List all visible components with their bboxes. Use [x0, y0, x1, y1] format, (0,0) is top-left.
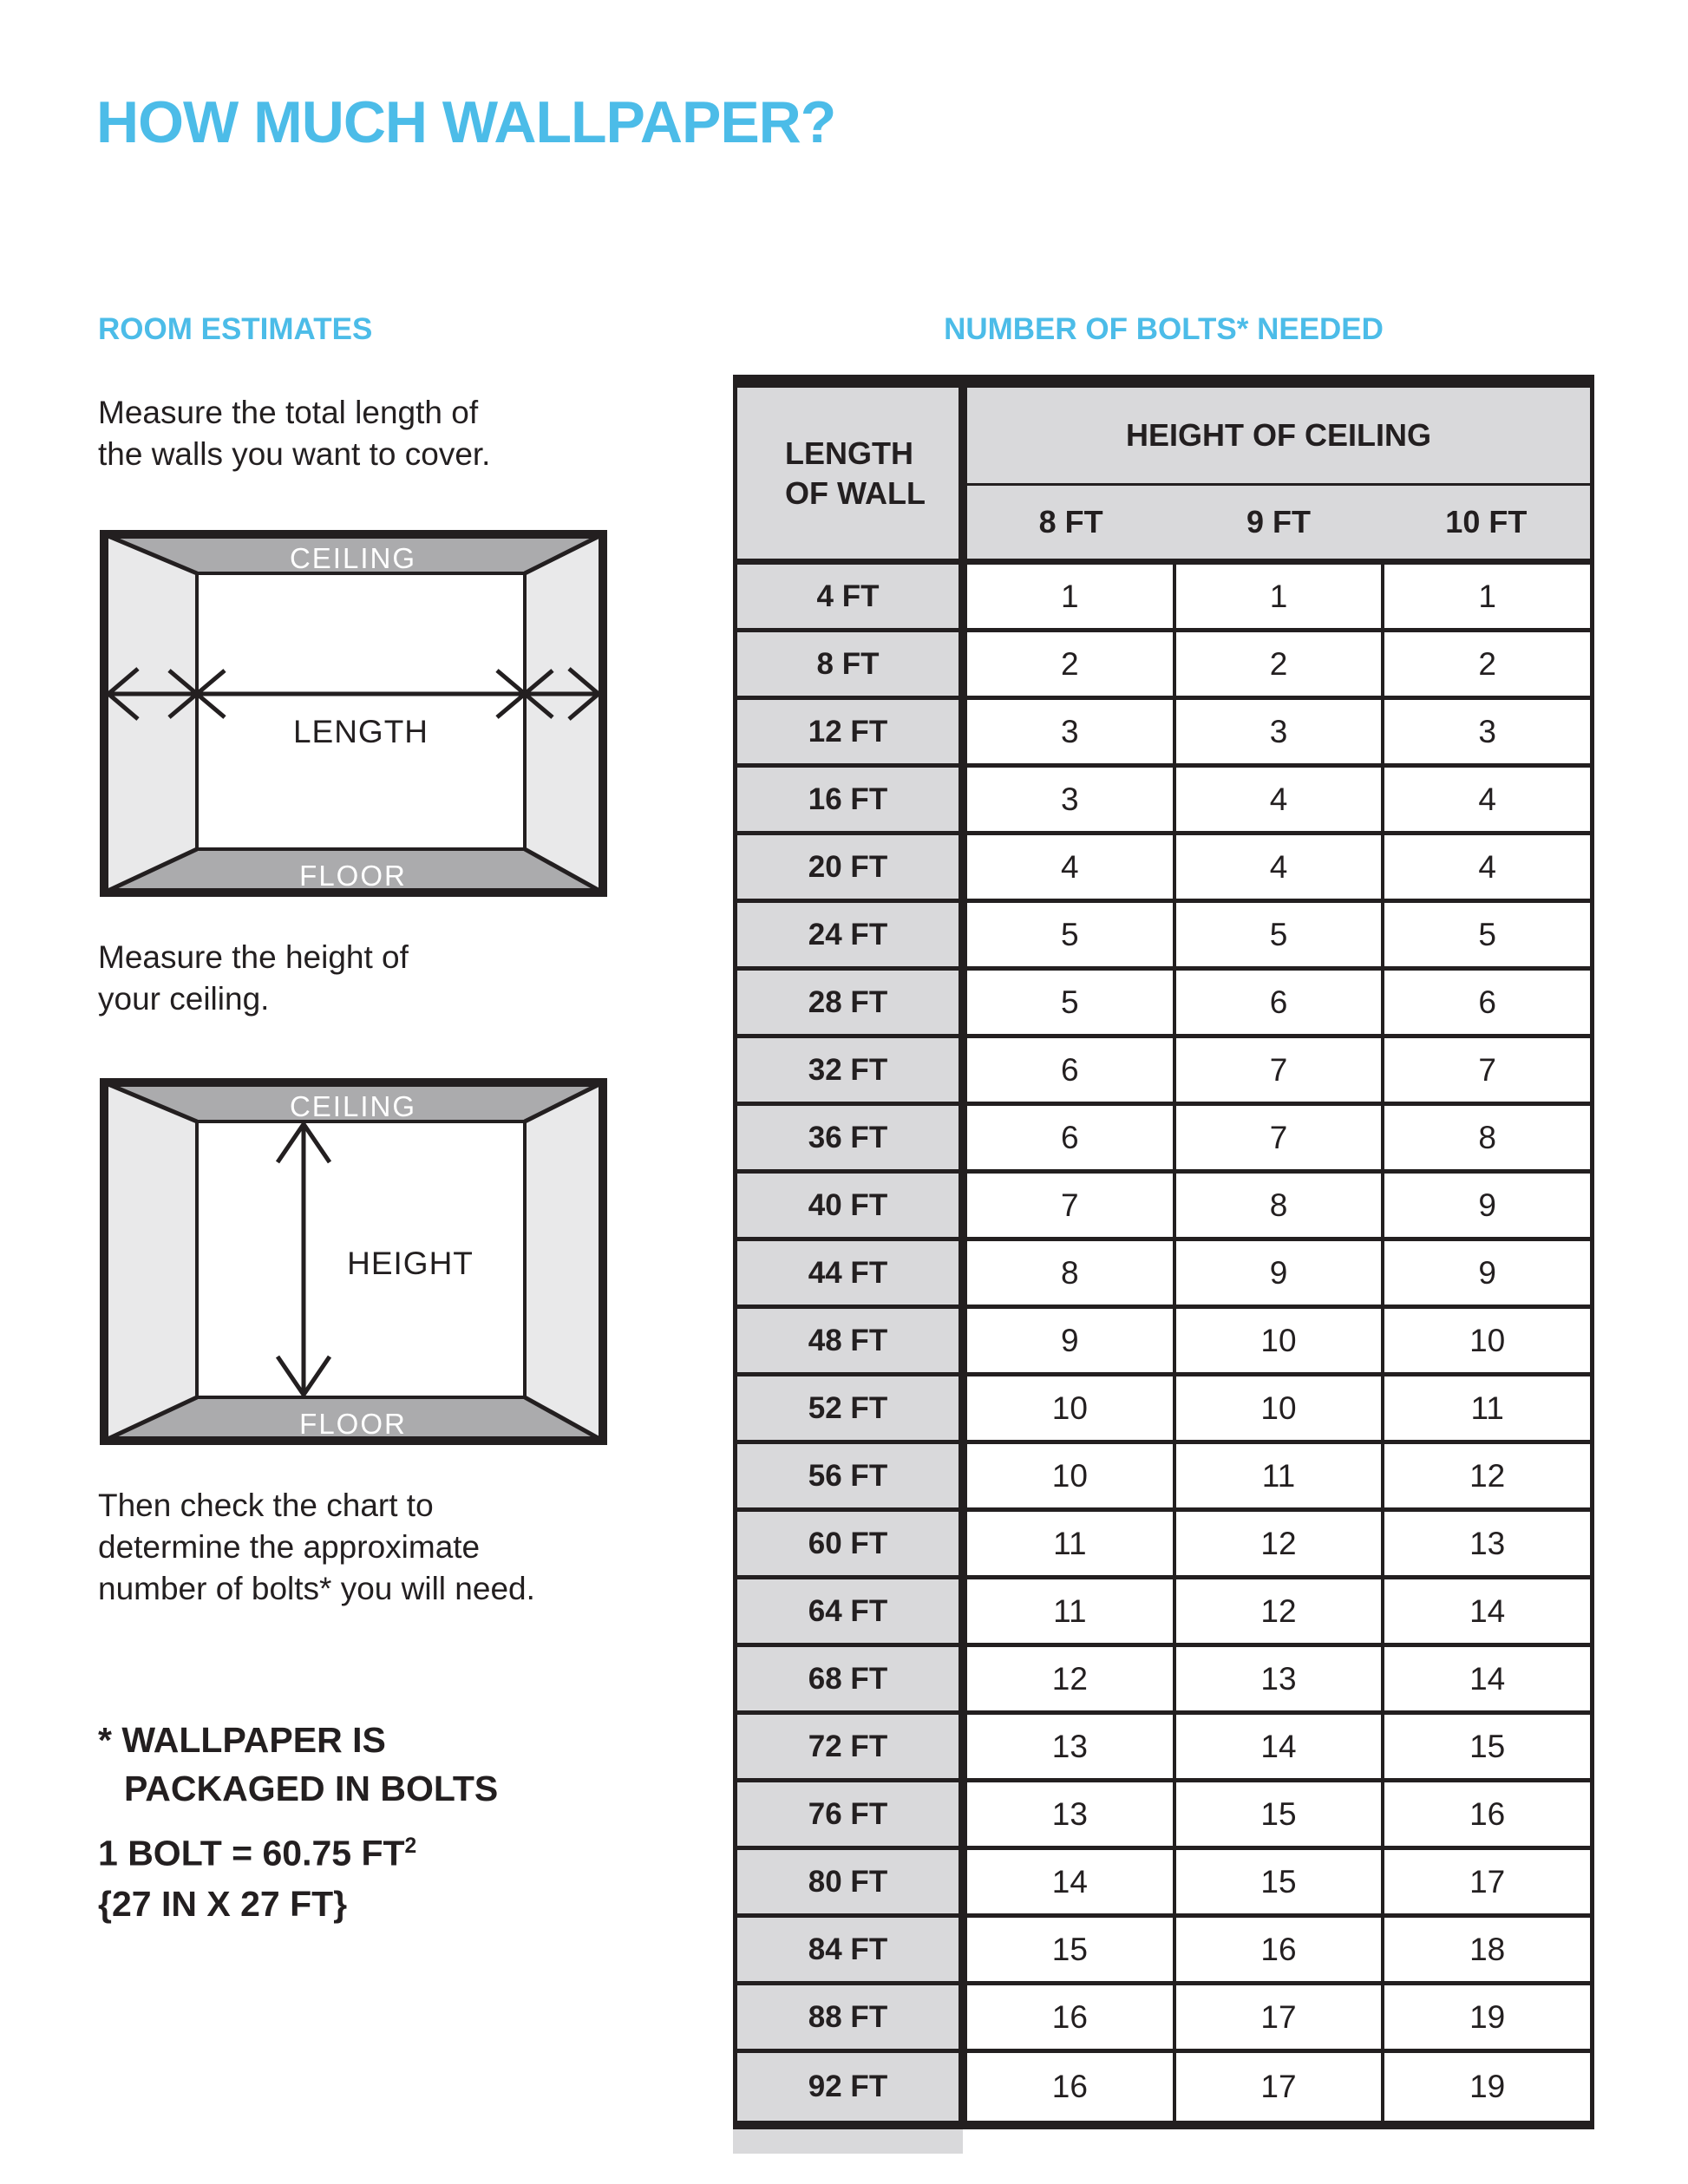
- table-row: [737, 1038, 1590, 1106]
- column-separator: [958, 1579, 967, 1643]
- wall-length-label: 24 FT: [737, 903, 958, 966]
- room-length-diagram: [100, 530, 607, 897]
- measure-height-paragraph: [98, 937, 409, 1020]
- bolt-count-cell: 4: [1269, 781, 1288, 817]
- table-row: [737, 1444, 1590, 1512]
- table-row: [737, 1985, 1590, 2053]
- floor-label: FLOOR: [299, 860, 407, 892]
- column-header-9ft: 9 FT: [1246, 504, 1311, 539]
- bolts-table: [733, 375, 1594, 2129]
- bolt-count-cell: 9: [1061, 1322, 1079, 1358]
- height-label: HEIGHT: [347, 1246, 474, 1281]
- column-separator: [958, 1106, 967, 1169]
- bolt-equation-block: [98, 1821, 416, 1929]
- table-top-border: [737, 375, 1590, 388]
- paragraph-line: Then check the chart to: [98, 1488, 434, 1523]
- column-separator: [958, 1918, 967, 1981]
- bolt-count-cell: 4: [1269, 848, 1288, 885]
- column-separator: [958, 835, 967, 899]
- bolt-count-cell: 4: [1478, 781, 1496, 817]
- wall-length-label: 64 FT: [737, 1579, 958, 1643]
- bolt-count-cell: 1: [1061, 578, 1079, 614]
- bolt-count-cell: 19: [1469, 1998, 1506, 2035]
- table-header: [737, 388, 1590, 559]
- check-chart-paragraph: [98, 1485, 535, 1610]
- bolt-count-cell: 5: [1269, 916, 1288, 952]
- bolt-count-cell: 15: [1260, 1863, 1297, 1900]
- column-separator: [958, 903, 967, 966]
- bolt-count-cell: 5: [1061, 984, 1079, 1020]
- bolt-count-cell: 14: [1469, 1660, 1506, 1697]
- column-separator: [958, 565, 967, 628]
- bolt-count-cell: 11: [1261, 1457, 1296, 1494]
- table-row: [737, 1106, 1590, 1174]
- bolt-count-cell: 8: [1269, 1187, 1288, 1223]
- table-row: [737, 1918, 1590, 1985]
- bolt-count-cell: 2: [1269, 645, 1288, 682]
- bolt-count-cell: 11: [1053, 1525, 1087, 1561]
- squared-superscript: 2: [404, 1834, 417, 1858]
- wall-length-label: 56 FT: [737, 1444, 958, 1507]
- bolt-count-cell: 13: [1469, 1525, 1506, 1561]
- measure-length-paragraph: [98, 392, 490, 475]
- wall-length-label: 76 FT: [737, 1782, 958, 1846]
- table-row: [737, 1850, 1590, 1918]
- bolt-count-cell: 17: [1260, 1998, 1297, 2035]
- table-bottom-border: [733, 2121, 1594, 2129]
- ceiling-height-diagram-svg: [100, 1078, 607, 1445]
- bolt-count-cell: 6: [1269, 984, 1288, 1020]
- table-row: [737, 1512, 1590, 1579]
- table-row: [737, 768, 1590, 835]
- bolt-count-cell: 1: [1269, 578, 1288, 614]
- paragraph-line: determine the approximate: [98, 1529, 481, 1565]
- bolt-count-cell: 11: [1053, 1592, 1087, 1629]
- wallpaper-bolts-footnote: [98, 1716, 498, 1813]
- bolt-count-cell: 5: [1478, 916, 1496, 952]
- ceiling-height-header-group: [967, 388, 1590, 559]
- column-header-10ft: 10 FT: [1445, 504, 1528, 539]
- bolt-count-cell: 15: [1469, 1728, 1506, 1764]
- room-length-diagram-svg: [100, 530, 607, 897]
- column-separator: [958, 1512, 967, 1575]
- column-separator: [958, 1038, 967, 1102]
- wall-length-label: 92 FT: [737, 2053, 958, 2121]
- bolt-count-cell: 6: [1061, 1051, 1079, 1088]
- bolt-count-cell: 15: [1051, 1931, 1088, 1967]
- bolt-count-cell: 3: [1478, 713, 1496, 749]
- table-row: [737, 1647, 1590, 1715]
- ceiling-height-diagram: [100, 1078, 607, 1445]
- bolt-count-cell: 14: [1051, 1863, 1088, 1900]
- column-separator: [958, 1376, 967, 1440]
- table-row: [737, 1309, 1590, 1376]
- table-row: [737, 1715, 1590, 1782]
- wall-length-label: 4 FT: [737, 565, 958, 628]
- bolt-count-cell: 10: [1051, 1457, 1088, 1494]
- bolt-count-cell: 11: [1470, 1390, 1504, 1426]
- bolt-count-cell: 6: [1061, 1119, 1079, 1155]
- bolt-count-cell: 10: [1051, 1390, 1088, 1426]
- header-line: OF WALL: [785, 474, 926, 511]
- paragraph-line: the walls you want to cover.: [98, 436, 491, 472]
- table-row: [737, 632, 1590, 700]
- ceiling-label: CEILING: [289, 542, 417, 574]
- bolt-count-cell: 13: [1260, 1660, 1297, 1697]
- bolt-count-cell: 6: [1478, 984, 1496, 1020]
- header-line: LENGTH: [785, 435, 913, 471]
- column-separator: [958, 1715, 967, 1778]
- bolt-count-cell: 12: [1260, 1592, 1297, 1629]
- bolt-count-cell: 3: [1061, 781, 1079, 817]
- column-separator: [958, 1174, 967, 1237]
- bolt-count-cell: 15: [1260, 1795, 1297, 1832]
- wall-length-label: 52 FT: [737, 1376, 958, 1440]
- column-separator: [958, 1309, 967, 1372]
- back-wall: [197, 573, 525, 849]
- table-row: [737, 1782, 1590, 1850]
- column-separator: [958, 388, 967, 559]
- bolt-count-cell: 1: [1478, 578, 1496, 614]
- bolt-count-cell: 10: [1260, 1322, 1297, 1358]
- wall-length-label: 44 FT: [737, 1241, 958, 1305]
- bolt-count-cell: 5: [1061, 916, 1079, 952]
- column-separator: [958, 971, 967, 1034]
- footnote-line: * WALLPAPER IS: [98, 1720, 386, 1760]
- paragraph-line: your ceiling.: [98, 981, 270, 1017]
- floor-label: FLOOR: [299, 1408, 407, 1440]
- bolt-count-cell: 16: [1260, 1931, 1297, 1967]
- bolt-equation: 1 BOLT = 60.75 $FT^2$: [98, 1833, 417, 1873]
- wall-length-label: 16 FT: [737, 768, 958, 831]
- bolt-count-cell: 8: [1478, 1119, 1496, 1155]
- bolt-dimensions: {27 IN X 27 FT}: [98, 1883, 348, 1924]
- column-separator: [958, 1647, 967, 1710]
- bolt-count-cell: 7: [1269, 1051, 1288, 1088]
- bolt-count-cell: 10: [1260, 1390, 1297, 1426]
- bolt-count-cell: 14: [1469, 1592, 1506, 1629]
- bolt-count-cell: 16: [1051, 1998, 1088, 2035]
- table-row: [737, 1174, 1590, 1241]
- page-title: HOW MUCH WALLPAPER?: [96, 89, 836, 155]
- bolt-count-cell: 4: [1478, 848, 1496, 885]
- bolt-count-cell: 9: [1478, 1254, 1496, 1291]
- footnote-line: PACKAGED IN BOLTS: [124, 1769, 499, 1808]
- bolt-count-cell: 7: [1269, 1119, 1288, 1155]
- table-row: [737, 700, 1590, 768]
- table-row: [737, 1376, 1590, 1444]
- bolt-count-cell: 16: [1051, 2069, 1088, 2104]
- length-label: LENGTH: [292, 714, 429, 749]
- column-separator: [958, 1444, 967, 1507]
- bolt-count-cell: 12: [1260, 1525, 1297, 1561]
- column-separator: [958, 1850, 967, 1913]
- column-separator: [958, 1241, 967, 1305]
- ceiling-height-columns: [967, 486, 1590, 559]
- column-separator: [958, 700, 967, 763]
- table-row: [737, 2053, 1590, 2121]
- bolt-count-cell: 8: [1061, 1254, 1079, 1291]
- length-of-wall-header: [737, 388, 958, 559]
- wall-length-label: 12 FT: [737, 700, 958, 763]
- bolt-count-cell: 13: [1051, 1728, 1088, 1764]
- bolt-count-cell: 12: [1051, 1660, 1088, 1697]
- bolt-count-cell: 10: [1469, 1322, 1506, 1358]
- bolt-count-cell: 18: [1469, 1931, 1506, 1967]
- wall-length-label: 36 FT: [737, 1106, 958, 1169]
- bolt-count-cell: 7: [1061, 1187, 1079, 1223]
- wall-length-label: 80 FT: [737, 1850, 958, 1913]
- bolt-count-cell: 2: [1061, 645, 1079, 682]
- column-separator: [958, 1782, 967, 1846]
- table-row: [737, 903, 1590, 971]
- bolt-count-cell: 3: [1269, 713, 1288, 749]
- bolt-count-cell: 17: [1469, 1863, 1506, 1900]
- header-bottom-border: [737, 559, 1590, 565]
- table-row: [737, 835, 1590, 903]
- wall-length-label: 48 FT: [737, 1309, 958, 1372]
- column-header-8ft: 8 FT: [1038, 504, 1103, 539]
- bolt-count-cell: 12: [1469, 1457, 1506, 1494]
- bolt-count-cell: 3: [1061, 713, 1079, 749]
- column-separator: [958, 1985, 967, 2049]
- wall-length-label: 88 FT: [737, 1985, 958, 2049]
- bolts-needed-heading: NUMBER OF BOLTS* NEEDED: [944, 312, 1384, 346]
- bolt-count-cell: 7: [1478, 1051, 1496, 1088]
- bolt-count-cell: 19: [1469, 2069, 1506, 2104]
- column-separator: [958, 2053, 967, 2121]
- table-footer-stub: [733, 2129, 963, 2154]
- wall-length-label: 68 FT: [737, 1647, 958, 1710]
- table-row: [737, 565, 1590, 632]
- paragraph-line: Measure the total length of: [98, 395, 479, 430]
- bolt-count-cell: 16: [1469, 1795, 1506, 1832]
- wall-length-label: 32 FT: [737, 1038, 958, 1102]
- wall-length-label: 40 FT: [737, 1174, 958, 1237]
- table-row: [737, 1579, 1590, 1647]
- bolt-count-cell: 14: [1260, 1728, 1297, 1764]
- column-separator: [958, 632, 967, 696]
- table-body: [737, 565, 1590, 2121]
- wall-length-label: 60 FT: [737, 1512, 958, 1575]
- height-of-ceiling-header: HEIGHT OF CEILING: [967, 388, 1590, 483]
- column-separator: [958, 768, 967, 831]
- paragraph-line: number of bolts* you will need.: [98, 1571, 535, 1606]
- wall-length-label: 28 FT: [737, 971, 958, 1034]
- bolt-count-cell: 9: [1478, 1187, 1496, 1223]
- bolt-count-cell: 9: [1269, 1254, 1288, 1291]
- ceiling-label: CEILING: [289, 1090, 417, 1122]
- paragraph-line: Measure the height of: [98, 939, 409, 975]
- table-row: [737, 971, 1590, 1038]
- bolt-count-cell: 2: [1478, 645, 1496, 682]
- bolt-count-cell: 17: [1260, 2069, 1297, 2104]
- bolt-count-cell: 4: [1061, 848, 1079, 885]
- bolt-count-cell: 13: [1051, 1795, 1088, 1832]
- wall-length-label: 20 FT: [737, 835, 958, 899]
- room-estimates-heading: ROOM ESTIMATES: [98, 312, 373, 346]
- table-row: [737, 1241, 1590, 1309]
- wall-length-label: 84 FT: [737, 1918, 958, 1981]
- wall-length-label: 8 FT: [737, 632, 958, 696]
- wall-length-label: 72 FT: [737, 1715, 958, 1778]
